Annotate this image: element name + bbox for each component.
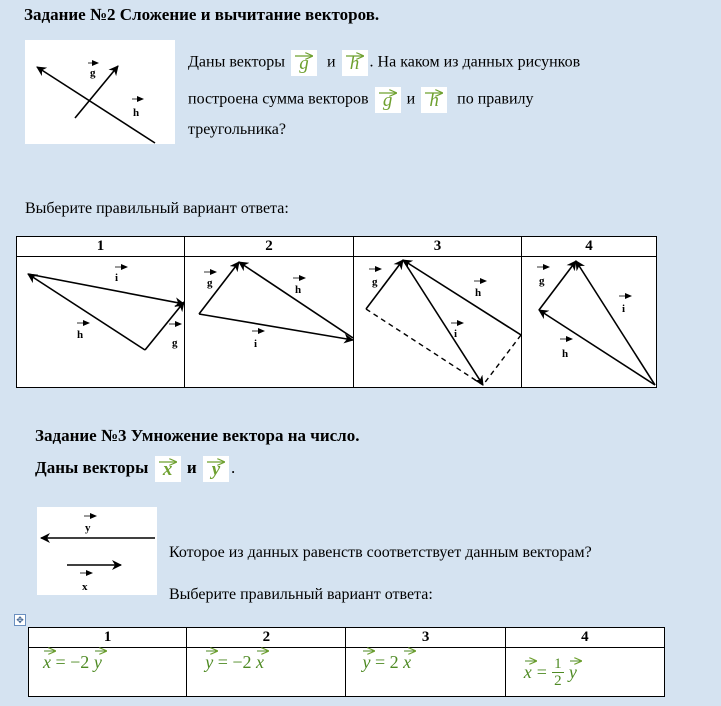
- formula-2: y = −2 x: [199, 651, 270, 674]
- option-4-header[interactable]: 4: [522, 237, 657, 257]
- task2-answer-table: [16, 236, 657, 388]
- vector-h-symbol-2: h: [421, 87, 447, 113]
- vector-g-symbol-2: g: [375, 87, 401, 113]
- option-4-formula-cell[interactable]: [505, 648, 664, 697]
- task3-title: Задание №3 Умножение вектора на число.: [35, 426, 360, 445]
- svg-text:i: i: [115, 272, 119, 284]
- svg-text:g: g: [172, 337, 178, 349]
- task2-choose-label: Выберите правильный вариант ответа:: [25, 200, 289, 217]
- label-h: h: [133, 107, 140, 119]
- vector-h-arrow: [75, 66, 118, 118]
- formula-4: x = 1 2 y: [518, 655, 583, 690]
- task2-question-line1: Даны векторы g и h . На каком из данных рисунков: [188, 50, 580, 76]
- task2-question-line2: построена сумма векторов g и h по правилу: [188, 87, 533, 113]
- svg-text:h: h: [77, 329, 84, 341]
- task3-given: Даны векторы x и y .: [35, 457, 236, 480]
- svg-text:y: y: [85, 522, 91, 534]
- option-3-header[interactable]: 3: [354, 237, 522, 257]
- svg-text:x: x: [82, 581, 88, 593]
- option-1-figure[interactable]: [17, 257, 185, 388]
- option-2-formula-cell[interactable]: [187, 648, 346, 697]
- svg-text:i: i: [454, 328, 458, 340]
- option-2-figure[interactable]: [185, 257, 354, 388]
- task3-answer-table: [28, 627, 665, 697]
- option-3-formula-cell[interactable]: [346, 648, 505, 697]
- vector-x-symbol: x: [155, 456, 181, 482]
- formula-3: y = 2 x: [356, 651, 417, 674]
- option-2-header[interactable]: 2: [185, 237, 354, 257]
- vector-g-arrow: [37, 67, 155, 143]
- option-1-formula-cell[interactable]: [29, 648, 187, 697]
- task3-choose-label: Выберите правильный вариант ответа:: [169, 586, 433, 603]
- option-4-header-t3[interactable]: 4: [505, 628, 664, 648]
- svg-text:g: g: [539, 275, 545, 287]
- option-4-figure[interactable]: [522, 257, 657, 388]
- svg-text:i: i: [622, 303, 626, 315]
- svg-text:g: g: [372, 276, 378, 288]
- task2-given-figure: [25, 40, 175, 144]
- svg-text:g: g: [207, 277, 213, 289]
- task3-given-figure: [37, 507, 157, 595]
- option-1-header[interactable]: 1: [17, 237, 185, 257]
- table-move-handle-icon[interactable]: ✥: [14, 614, 26, 626]
- label-g: g: [90, 67, 96, 79]
- svg-text:h: h: [475, 287, 482, 299]
- vector-h-symbol: h: [342, 50, 368, 76]
- option-1-header-t3[interactable]: 1: [29, 628, 187, 648]
- vector-g-symbol: g: [291, 50, 317, 76]
- task3-question: Которое из данных равенств соответствует данным векторам?: [169, 544, 592, 561]
- svg-text:i: i: [254, 338, 258, 350]
- option-3-figure[interactable]: [354, 257, 522, 388]
- svg-text:h: h: [295, 284, 302, 296]
- vector-y-symbol: y: [203, 456, 229, 482]
- task2-title: Задание №2 Сложение и вычитание векторов.: [24, 5, 380, 24]
- svg-text:h: h: [562, 348, 569, 360]
- option-2-header-t3[interactable]: 2: [187, 628, 346, 648]
- task2-question-line3: треугольника?: [188, 121, 286, 138]
- option-3-header-t3[interactable]: 3: [346, 628, 505, 648]
- formula-1: x = −2 y: [37, 651, 108, 674]
